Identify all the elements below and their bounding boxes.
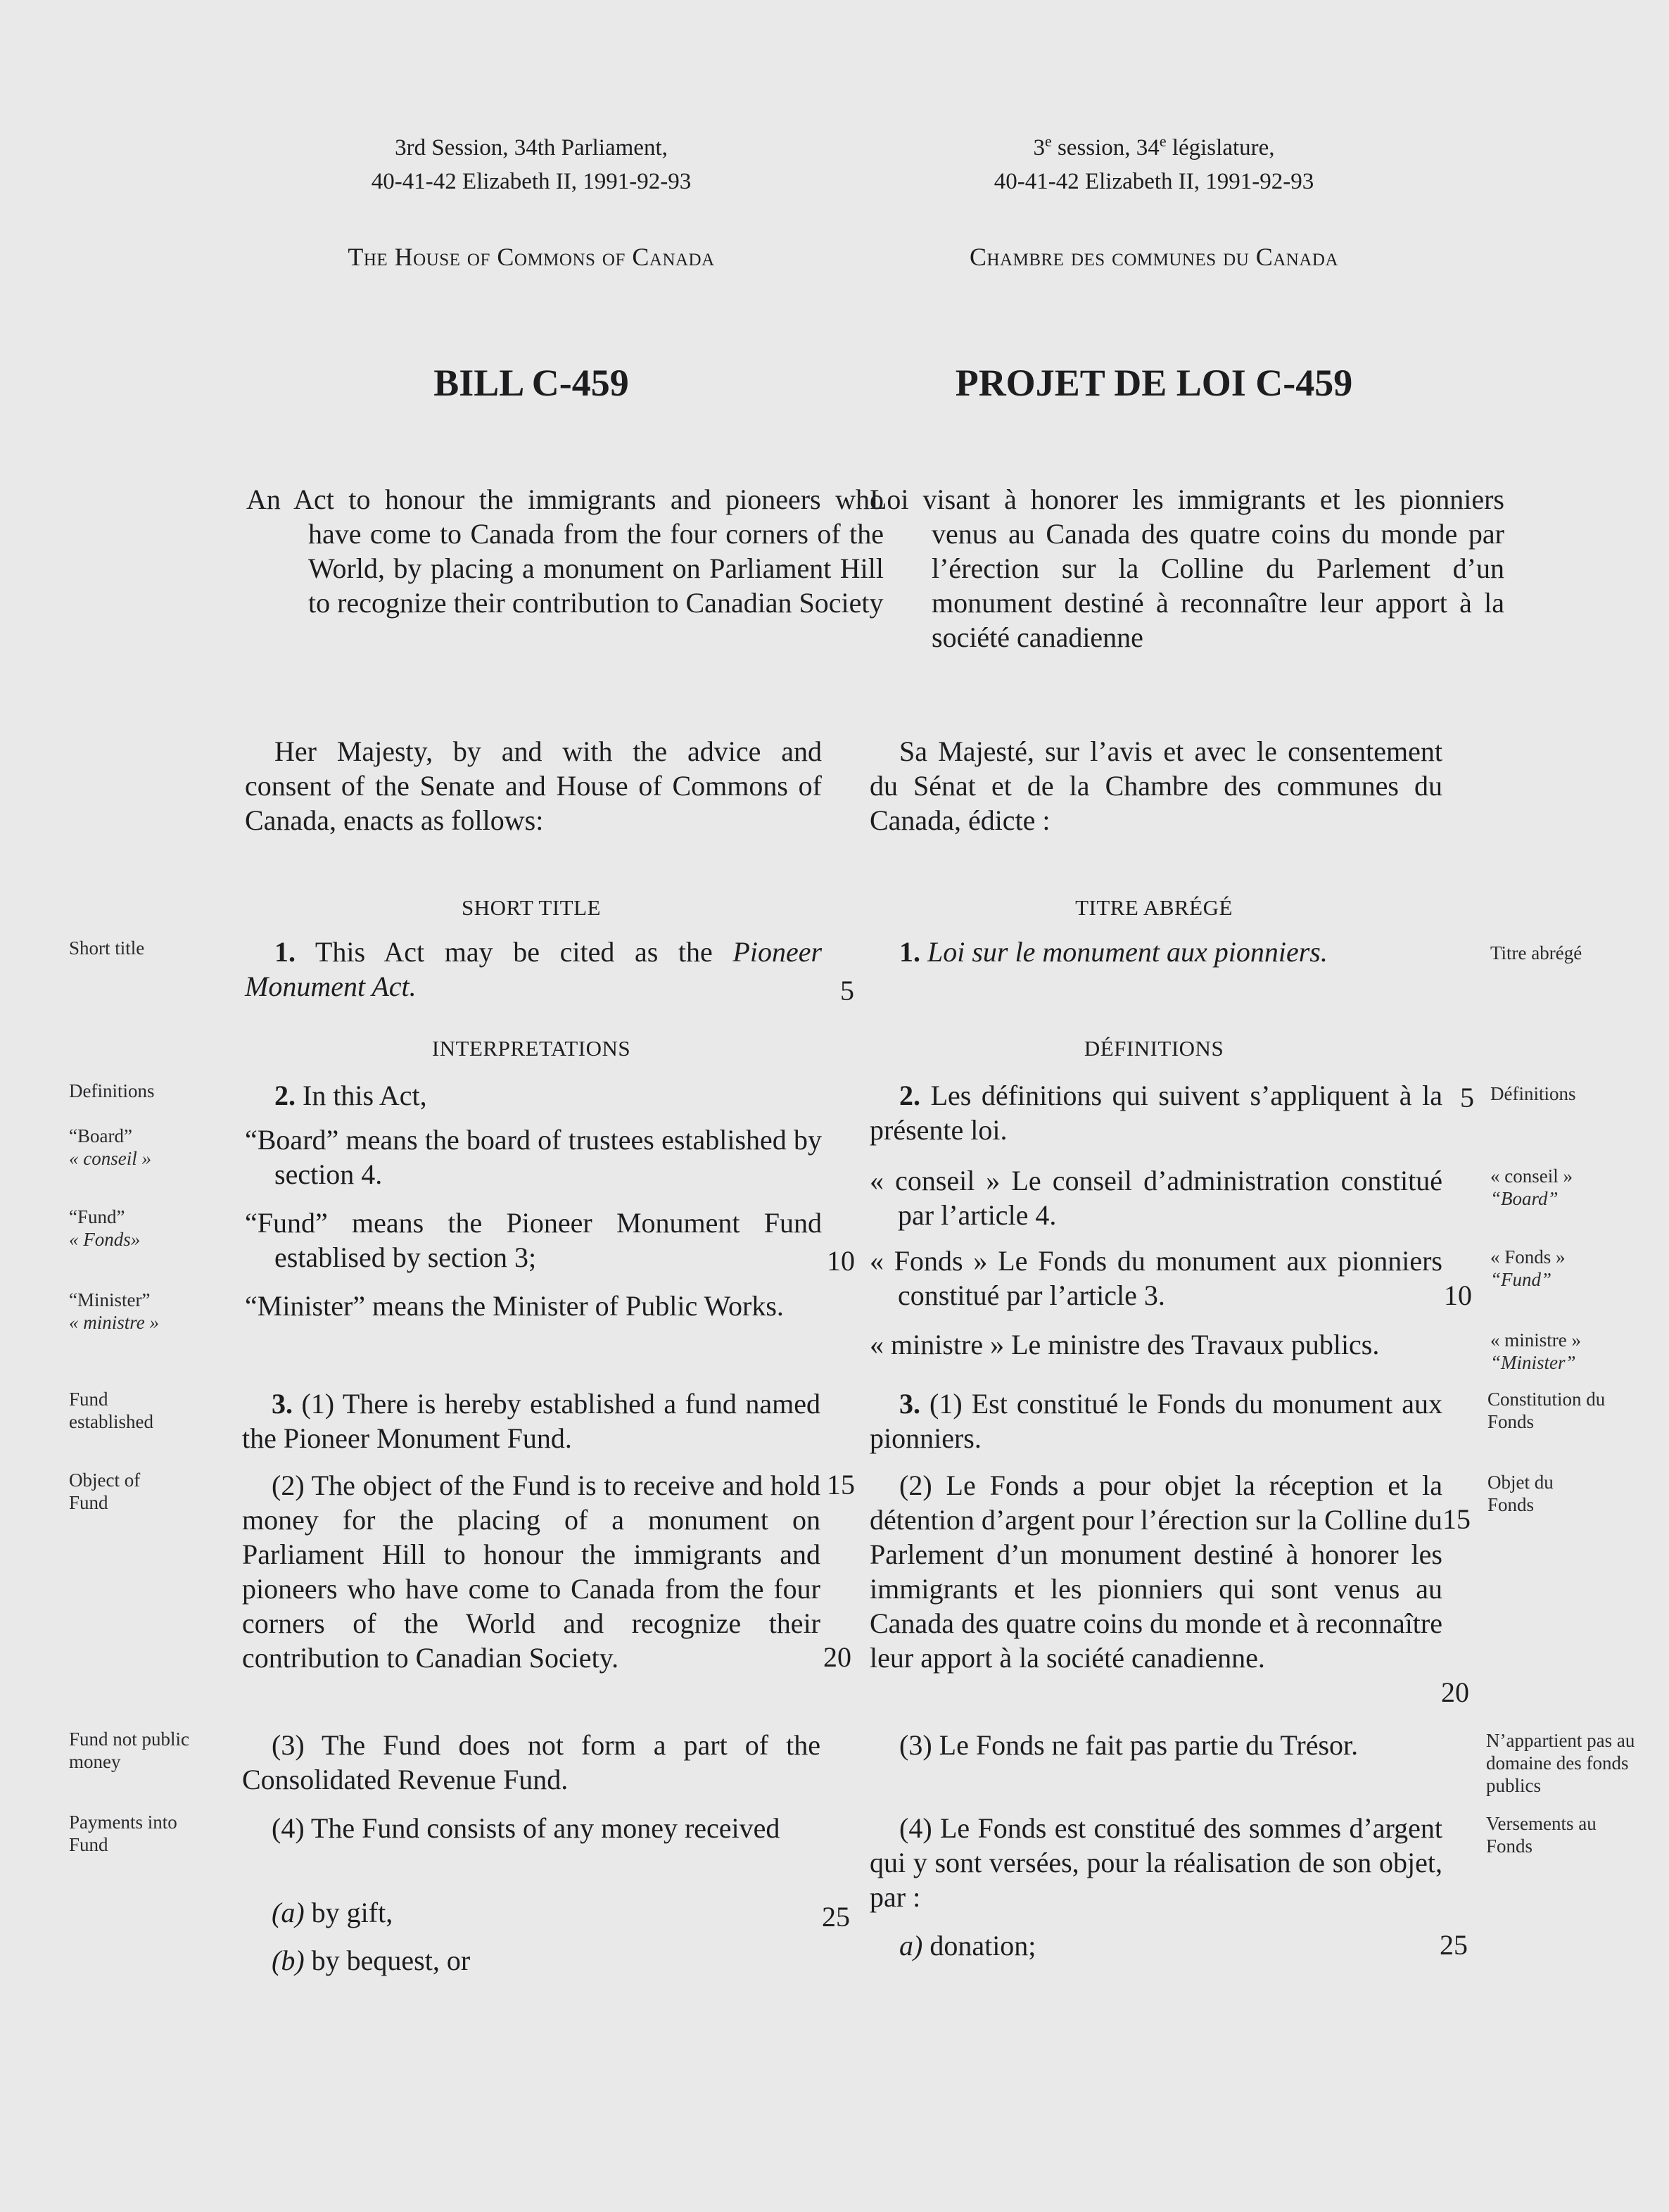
fr-def-ministre: « ministre » Le ministre des Travaux publics. — [870, 1329, 1380, 1360]
line-number-15-fr: 15 — [1442, 1503, 1471, 1535]
line-number-10-en: 10 — [827, 1245, 855, 1277]
en-section-2: 2. In this Act, — [274, 1080, 427, 1111]
margin-note-conseil: « conseil » “Board” — [1490, 1165, 1573, 1209]
fr-bill-title: PROJET DE LOI C-459 — [955, 362, 1353, 404]
line-number-20-en: 20 — [823, 1641, 851, 1673]
margin-note-constitution: Constitution du Fonds — [1487, 1389, 1606, 1432]
fr-enacting-clause: Sa Majesté, sur l’avis et avec le consentement du Sénat et de la Chambre des communes du Canada, édicte : — [870, 735, 1442, 836]
en-section-3-1: 3. (1) There is hereby established a fund named the Pioneer Monument Fund. — [242, 1388, 820, 1454]
en-interpretations-heading: INTERPRETATIONS — [431, 1036, 631, 1061]
en-def-board: “Board” means the board of trustees established by section 4. — [245, 1124, 822, 1190]
line-number-25-fr: 25 — [1440, 1929, 1468, 1961]
margin-note-ministre: « ministre » “Minister” — [1490, 1329, 1581, 1373]
margin-note-fund-not-public: Fund not public money — [69, 1728, 190, 1772]
fr-long-title: Loi visant à honorer les immigrants et les pionniers venus au Canada des quatre coins du monde par l’érection sur la Colline du Parlement d’un monument destiné à reconnaître leur apport à la société canadienne — [870, 484, 1504, 653]
line-number-5-en: 5 — [840, 975, 854, 1006]
fr-section-3-3: (3) Le Fonds ne fait pas partie du Trésor. — [899, 1729, 1359, 1761]
fr-years: 40-41-42 Elizabeth II, 1991-92-93 — [994, 169, 1314, 194]
fr-def-fonds: « Fonds » Le Fonds du monument aux pionniers constitué par l’article 3. — [870, 1245, 1442, 1311]
margin-note-payments-into-fund: Payments into Fund — [69, 1812, 177, 1855]
margin-note-n-appartient: N’appartient pas au domaine des fonds publics — [1486, 1730, 1635, 1796]
en-short-title-heading: SHORT TITLE — [462, 895, 601, 920]
margin-note-definitions-fr: Définitions — [1490, 1083, 1576, 1104]
margin-note-fonds: « Fonds » “Fund” — [1490, 1246, 1566, 1290]
en-section-3-4: (4) The Fund consists of any money received — [272, 1812, 780, 1844]
fr-section-3-2: (2) Le Fonds a pour objet la réception et la détention d’argent pour l’érection sur la Colline du Parlement d’un monument destiné à honorer les immigrants et les pionniers qui sont venus au Canada des quatre coins du monde et à reconnaître leur apport à la société canadienne. — [870, 1470, 1442, 1674]
en-section-3-4-a: (a) by gift, — [272, 1897, 393, 1928]
line-number-25-en: 25 — [822, 1901, 850, 1933]
en-section-3-3: (3) The Fund does not form a part of the Consolidated Revenue Fund. — [242, 1729, 820, 1795]
en-section-1: 1. This Act may be cited as the Pioneer Monument Act. — [245, 936, 823, 1002]
en-session: 3rd Session, 34th Parliament, — [395, 135, 668, 160]
margin-note-short-title: Short title — [69, 937, 145, 959]
fr-short-title-heading: TITRE ABRÉGÉ — [1075, 895, 1233, 920]
en-enacting-clause: Her Majesty, by and with the advice and consent of the Senate and House of Commons of Canada, enacts as follows: — [245, 735, 822, 836]
margin-note-object-of-fund: Object of Fund — [69, 1470, 141, 1513]
line-number-10-fr: 10 — [1444, 1279, 1472, 1311]
fr-session: 3e session, 34e législature, — [1033, 132, 1275, 160]
margin-note-definitions: Definitions — [69, 1080, 155, 1101]
margin-note-minister: “Minister” « ministre » — [69, 1289, 159, 1333]
line-number-5-fr: 5 — [1460, 1082, 1474, 1113]
fr-section-3-4-a: a) donation; — [899, 1930, 1036, 1961]
fr-section-1: 1. Loi sur le monument aux pionniers. — [899, 936, 1328, 968]
margin-note-fund-established: Fund established — [69, 1389, 153, 1432]
margin-note-objet: Objet du Fonds — [1487, 1472, 1554, 1515]
en-house: The House of Commons of Canada — [348, 243, 715, 271]
margin-note-board: “Board” « conseil » — [69, 1125, 151, 1169]
margin-note-titre-abrege: Titre abrégé — [1490, 942, 1582, 963]
line-number-15-en: 15 — [827, 1469, 855, 1500]
line-number-20-fr: 20 — [1441, 1676, 1469, 1708]
fr-definitions-heading: DÉFINITIONS — [1084, 1036, 1224, 1061]
en-def-minister: “Minister” means the Minister of Public Works. — [245, 1290, 784, 1322]
fr-house: Chambre des communes du Canada — [969, 243, 1339, 271]
en-section-3-2: (2) The object of the Fund is to receive and hold money for the placing of a monument on Parliament Hill to honour the immigrants and pioneers who have come to Canada from the four corners of the World and recognize their contribution to Canadian Society. — [242, 1470, 820, 1674]
en-section-3-4-b: (b) by bequest, or — [272, 1945, 471, 1976]
fr-def-conseil: « conseil » Le conseil d’administration constitué par l’article 4. — [870, 1165, 1442, 1231]
margin-note-versements: Versements au Fonds — [1486, 1813, 1597, 1857]
en-def-fund: “Fund” means the Pioneer Monument Fund establised by section 3; — [245, 1207, 822, 1273]
margin-note-fund: “Fund” « Fonds» — [69, 1206, 141, 1250]
fr-section-3-4: (4) Le Fonds est constitué des sommes d’argent qui y sont versées, pour la réalisation de son objet, par : — [870, 1812, 1442, 1913]
fr-section-2: 2. Les définitions qui suivent s’appliquent à la présente loi. — [870, 1080, 1442, 1146]
fr-section-3-1: 3. (1) Est constitué le Fonds du monument aux pionniers. — [870, 1388, 1443, 1454]
en-years: 40-41-42 Elizabeth II, 1991-92-93 — [371, 169, 692, 194]
en-bill-title: BILL C-459 — [433, 362, 629, 404]
en-long-title: An Act to honour the immigrants and pioneers who have come to Canada from the four corners of the World, by placing a monument on Parliament Hill to recognize their contribution to Canadian Society — [246, 484, 884, 619]
